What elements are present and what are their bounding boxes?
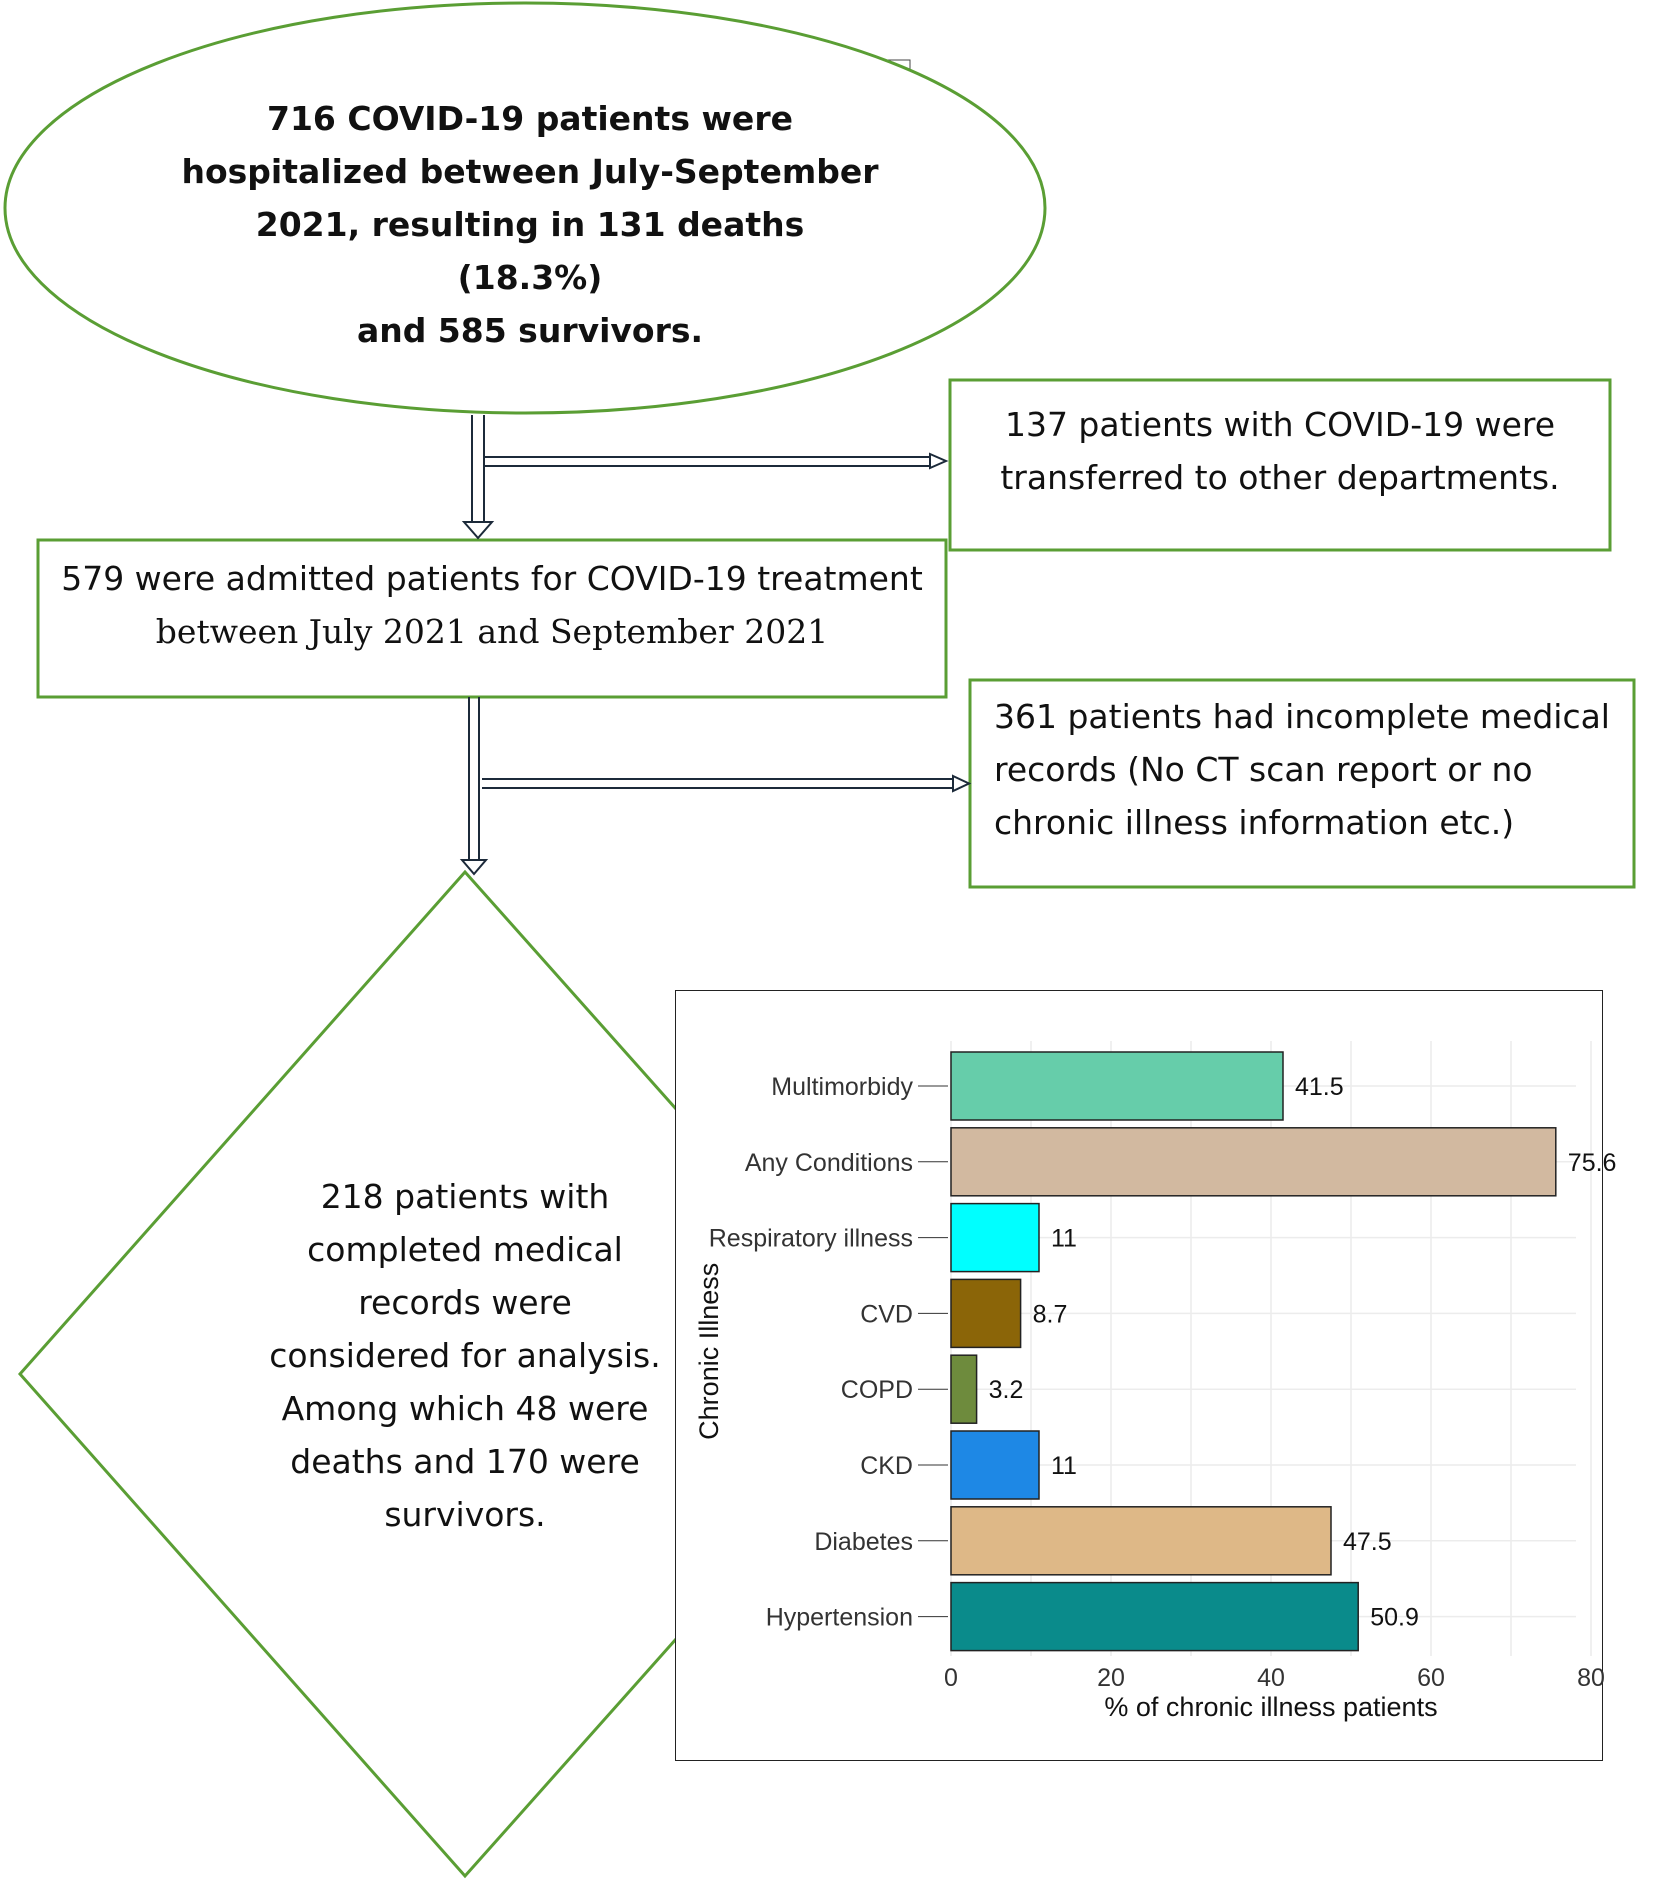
start-ellipse-line-2: hospitalized between July-September: [181, 152, 879, 191]
category-label: COPD: [840, 1376, 913, 1405]
bar-respiratory-illness: [951, 1204, 1039, 1272]
category-label: Multimorbidy: [771, 1073, 913, 1101]
category-label: CVD: [860, 1300, 913, 1329]
start-ellipse-line-3: 2021, resulting in 131 deaths (18.3%): [255, 205, 805, 297]
value-label: 50.9: [1370, 1603, 1419, 1632]
start-ellipse-line-4: and 585 survivors.: [356, 311, 704, 350]
diamond-line-3: records were: [358, 1283, 572, 1322]
incomplete-box-text: [994, 690, 1634, 849]
x-tick-label: 80: [1577, 1664, 1605, 1692]
value-label: 8.7: [1032, 1300, 1068, 1329]
incomplete-line-1: 361 patients had incomplete medical: [994, 697, 1610, 736]
incomplete-line-3: chronic illness information etc.): [994, 803, 1515, 842]
diamond-line-6: deaths and 170 were: [290, 1442, 640, 1481]
bar-diabetes: [951, 1507, 1331, 1575]
transfer-box-text: [960, 398, 1600, 504]
value-label: 41.5: [1295, 1073, 1344, 1101]
value-label: 75.6: [1567, 1148, 1617, 1177]
bar-ckd: [951, 1431, 1039, 1499]
diamond-line-1: 218 patients with: [320, 1177, 610, 1216]
diamond-line-7: survivors.: [384, 1495, 546, 1534]
start-ellipse-line-1: 716 COVID-19 patients were: [267, 99, 793, 138]
diamond-line-4: considered for analysis.: [269, 1336, 661, 1375]
category-label: Diabetes: [814, 1527, 913, 1556]
arrow-ellipse-to-admitted: [464, 415, 492, 538]
arrow-to-incomplete-box: [482, 776, 969, 791]
transfer-line-2: transferred to other departments.: [1000, 458, 1560, 497]
category-label: Any Conditions: [744, 1148, 913, 1177]
diamond-line-5: Among which 48 were: [281, 1389, 649, 1428]
value-label: 11: [1051, 1452, 1077, 1480]
final-diamond-text: [255, 1170, 675, 1541]
category-label: Respiratory illness: [708, 1224, 913, 1253]
transfer-line-1: 137 patients with COVID-19 were: [1004, 405, 1556, 444]
admitted-line-2: between July 2021 and September 2021: [155, 612, 829, 651]
y-axis-title: Chronic Illness: [694, 1262, 724, 1440]
x-tick-label: 40: [1257, 1664, 1285, 1692]
start-ellipse-text: [180, 92, 880, 357]
x-tick-label: 20: [1097, 1664, 1125, 1692]
bar-multimorbidy: [951, 1052, 1283, 1120]
arrow-admitted-to-diamond: [462, 697, 486, 874]
bar-chart: [676, 991, 1617, 1760]
diamond-line-2: completed medical: [307, 1230, 623, 1269]
admitted-box-text: [48, 552, 936, 658]
admitted-line-1: 579 were admitted patients for COVID-19 treatment: [61, 559, 923, 598]
bar-any-conditions: [951, 1128, 1556, 1196]
incomplete-line-2: records (No CT scan report or no: [994, 750, 1533, 789]
bar-hypertension: [951, 1583, 1358, 1651]
x-axis-title: % of chronic illness patients: [1104, 1692, 1438, 1722]
bar-copd: [951, 1355, 977, 1423]
category-label: Hypertension: [765, 1603, 913, 1632]
value-label: 11: [1051, 1224, 1077, 1253]
value-label: 47.5: [1343, 1527, 1392, 1556]
x-tick-label: 60: [1417, 1664, 1445, 1692]
value-label: 3.2: [988, 1376, 1024, 1405]
bar-cvd: [951, 1279, 1021, 1347]
chart-panel: [675, 990, 1617, 1761]
arrow-to-transfer-box: [484, 454, 946, 468]
x-tick-label: 0: [944, 1664, 958, 1692]
category-label: CKD: [860, 1452, 913, 1480]
